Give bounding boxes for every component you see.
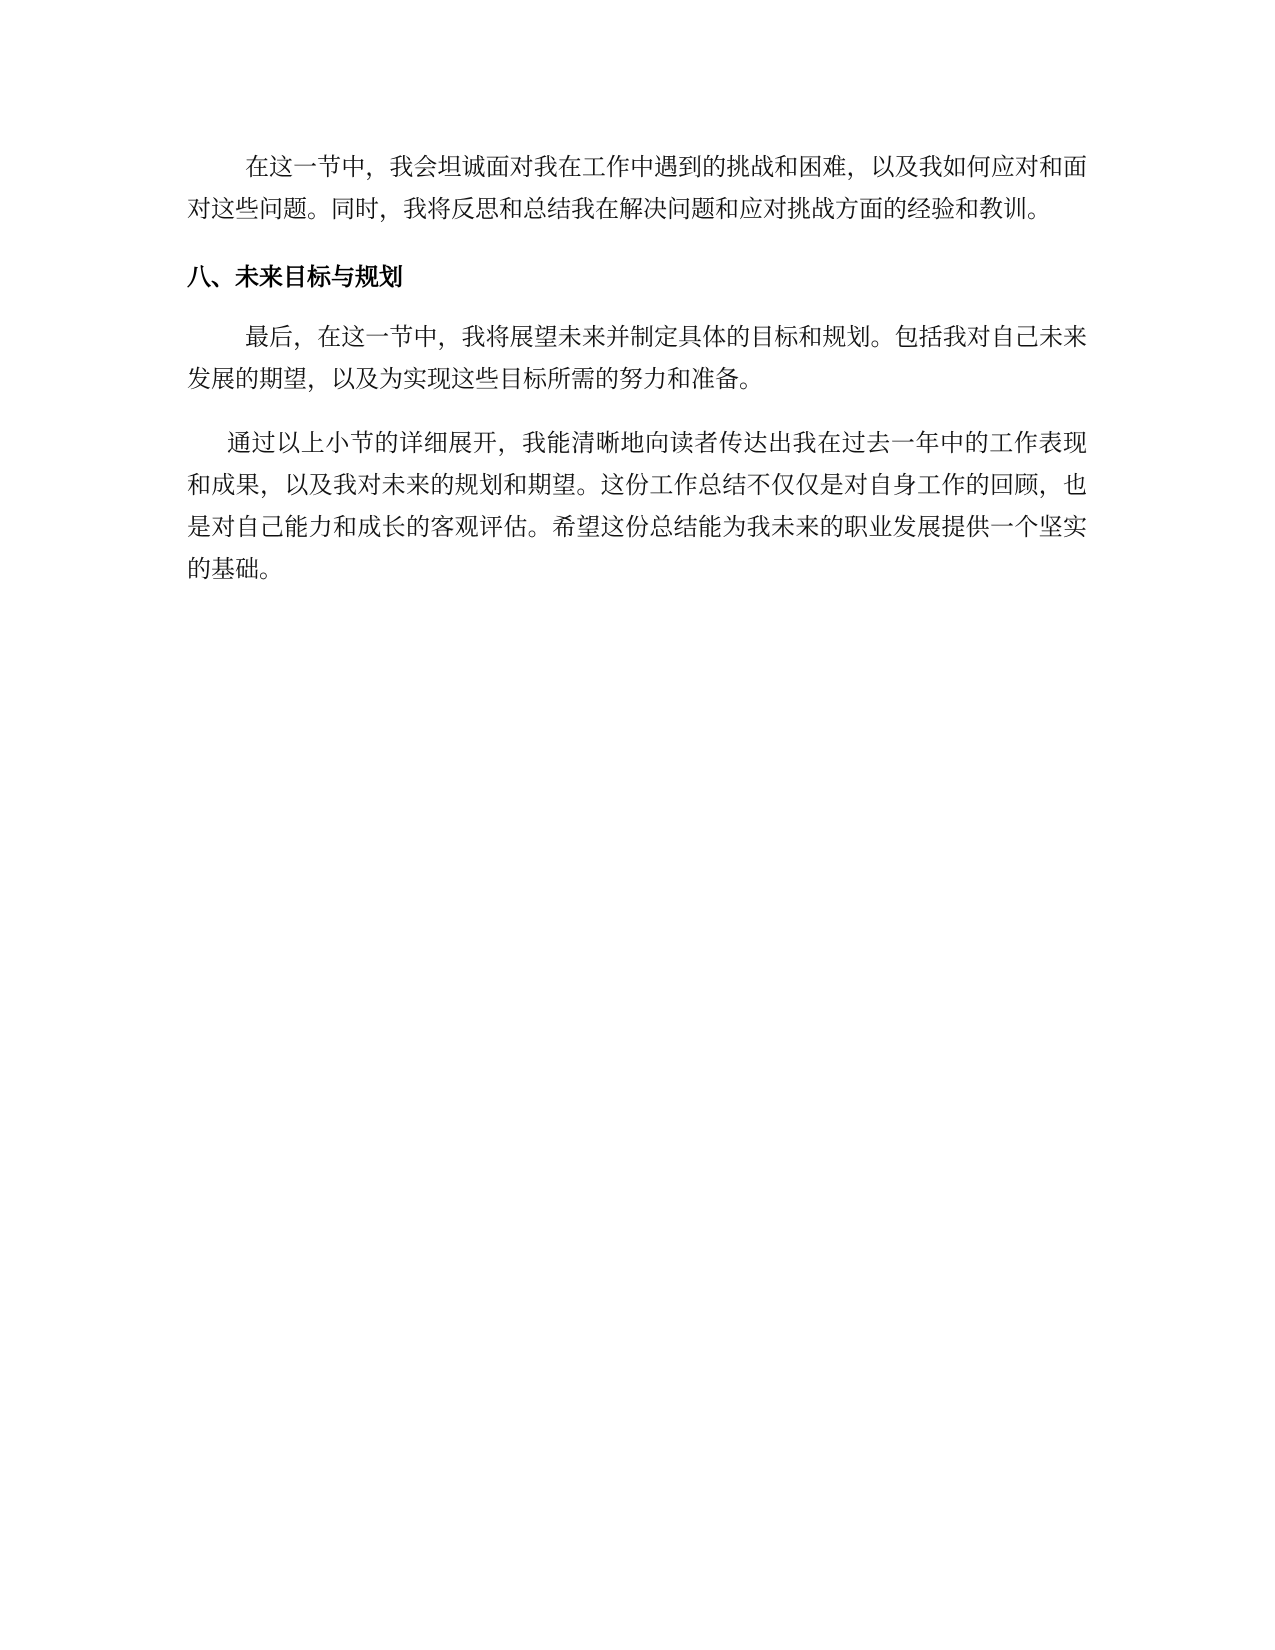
section-heading-future-goals: 八、未来目标与规划 xyxy=(187,263,403,291)
challenges-paragraph: 在这一节中，我会坦诚面对我在工作中遇到的挑战和困难，以及我如何应对和面对这些问题。同时，我将反思和总结我在解决问题和应对挑战方面的经验和教训。 xyxy=(187,153,1087,223)
document-body xyxy=(187,146,1087,590)
conclusion-paragraph: 通过以上小节的详细展开，我能清晰地向读者传达出我在过去一年中的工作表现和成果，以及我对未来的规划和期望。这份工作总结不仅仅是对自身工作的回顾，也是对自己能力和成长的客观评估。希望这份总结能为我未来的职业发展提供一个坚实的基础。 xyxy=(187,429,1087,583)
future-goals-paragraph: 最后，在这一节中，我将展望未来并制定具体的目标和规划。包括我对自己未来发展的期望，以及为实现这些目标所需的努力和准备。 xyxy=(187,323,1087,393)
